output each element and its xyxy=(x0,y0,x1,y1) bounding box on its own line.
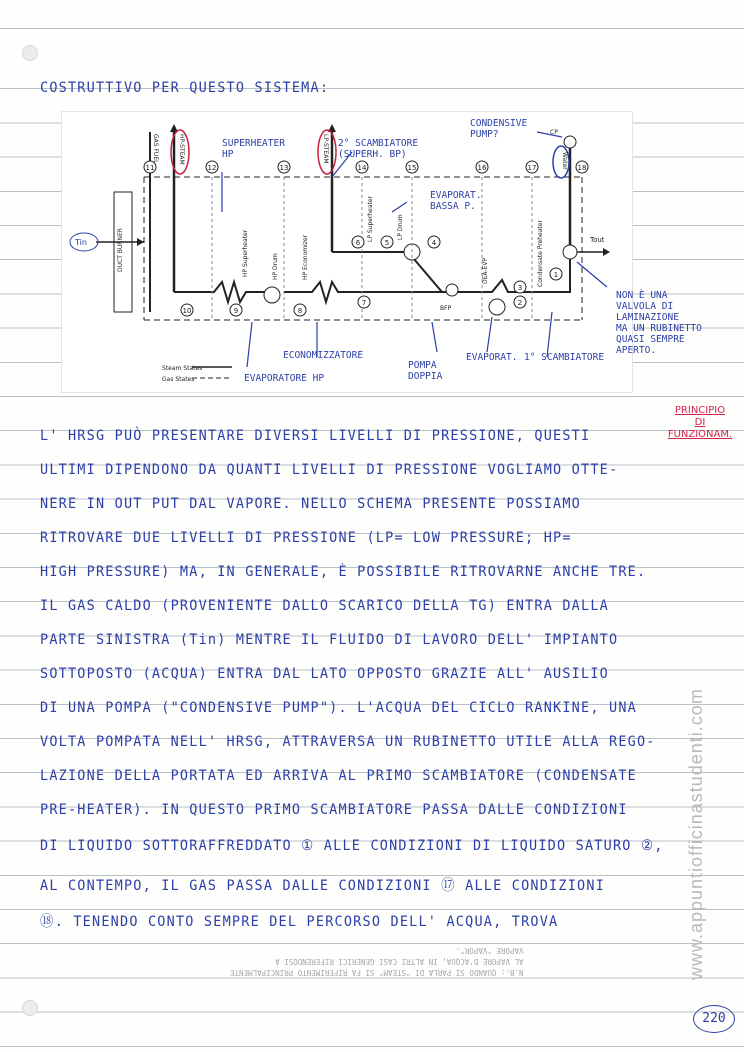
legend-steam: Steam States xyxy=(162,365,203,372)
stream-label: LP-STEAM xyxy=(322,134,329,164)
body-line: RITROVARE DUE LIVELLI DI PRESSIONE (LP= LOW PRESSURE; HP= xyxy=(40,530,572,546)
component-label: HP Economizer xyxy=(302,234,309,280)
body-line: NERE IN OUT PUT DAL VAPORE. NELLO SCHEMA PRESENTE POSSIAMO xyxy=(40,496,582,512)
duct-burner-label: DUCT BURNER xyxy=(117,228,124,272)
stream-label: GAS FUEL xyxy=(152,134,159,164)
annotation-scambiatore-1: 1° SCAMBIATORE xyxy=(524,352,605,363)
component-label: Condensate Preheater xyxy=(537,220,544,287)
body-line: ULTIMI DIPENDONO DA QUANTI LIVELLI DI PRESSIONE VOGLIAMO OTTE- xyxy=(40,462,619,478)
side-note xyxy=(660,405,740,441)
page-number: 220 xyxy=(693,1005,735,1033)
watermark: www.appuntiofficinastudenti.com xyxy=(686,688,706,980)
body-line: LAZIONE DELLA PORTATA ED ARRIVA AL PRIMO SCAMBIATORE (CONDENSATE xyxy=(40,768,637,784)
body-line: L' HRSG PUÒ PRESENTARE DIVERSI LIVELLI DI PRESSIONE, QUESTI xyxy=(40,428,591,444)
body-line: DI LIQUIDO SOTTORAFFREDDATO ① ALLE CONDIZIONI DI LIQUIDO SATURO ②, xyxy=(40,838,664,854)
annotation-economizzatore: ECONOMIZZATORE xyxy=(283,350,364,361)
legend-gas: Gas States xyxy=(162,376,195,383)
component-label: DEA-EVP xyxy=(482,257,489,284)
component-label: HP Superheater xyxy=(242,229,249,277)
annotation-superheater: SUPERHEATER HP xyxy=(222,138,285,160)
side-note-line: DI xyxy=(694,417,706,428)
body-line: ⑱. TENENDO CONTO SEMPRE DEL PERCORSO DELL' ACQUA, TROVA xyxy=(40,914,559,930)
body-line: AL CONTEMPO, IL GAS PASSA DALLE CONDIZIONI ⑰ ALLE CONDIZIONI xyxy=(40,878,606,894)
bfp-pump-icon xyxy=(446,284,458,296)
tin-label: Tin xyxy=(75,238,87,247)
cp-label: CP xyxy=(550,129,558,136)
stream-label: Water xyxy=(561,152,568,170)
binder-hole xyxy=(22,1000,38,1016)
annotation-evaporat: EVAPORAT. xyxy=(466,352,518,363)
side-note-line: PRINCIPIO xyxy=(674,405,726,416)
annotation-scambiatore-2: 2° SCAMBIATORE (SUPERH. BP) xyxy=(338,138,419,160)
body-line: IL GAS CALDO (PROVENIENTE DALLO SCARICO DELLA TG) ENTRA DALLA xyxy=(40,598,610,614)
stream-label: HP-STEAM xyxy=(178,134,185,165)
body-line: HIGH PRESSURE) MA, IN GENERALE, È POSSIBILE RITROVARNE ANCHE TRE. xyxy=(40,564,647,580)
state-number: 8 xyxy=(297,307,303,315)
page-heading: COSTRUTTIVO PER QUESTO SISTEMA: xyxy=(40,80,330,96)
body-line: PARTE SINISTRA (Tin) MENTRE IL FLUIDO DI LAVORO DELL' IMPIANTO xyxy=(40,632,619,648)
component-label: LP Superheater xyxy=(367,195,374,242)
condensate-pump-icon xyxy=(564,136,576,148)
body-line: PRE-HEATER). IN QUESTO PRIMO SCAMBIATORE PASSA DALLE CONDIZIONI xyxy=(40,802,628,818)
state-number: 5 xyxy=(384,239,390,247)
valve-icon xyxy=(563,245,577,259)
state-number: 15 xyxy=(407,164,417,172)
state-number: 6 xyxy=(355,239,361,247)
body-line: SOTTOPOSTO (ACQUA) ENTRA DAL LATO OPPOSTO GRAZIE ALL' AUSILIO xyxy=(40,666,610,682)
annotation-valvola: NON È UNA VALVOLA DI LAMINAZIONE MA UN RUBINETTO QUASI SEMPRE APERTO. xyxy=(616,290,702,356)
body-line: DI UNA POMPA ("CONDENSIVE PUMP"). L'ACQUA DEL CICLO RANKINE, UNA xyxy=(40,700,637,716)
state-number: 16 xyxy=(477,164,487,172)
annotation-evaporatore-hp: EVAPORATORE HP xyxy=(244,373,325,384)
dea-drum-icon xyxy=(489,299,505,315)
annotation-condensive-pump: CONDENSIVE PUMP? xyxy=(470,118,528,140)
state-number: 7 xyxy=(361,299,367,307)
tout-label: Tout xyxy=(590,236,605,244)
state-number: 14 xyxy=(357,164,367,172)
hp-drum-icon xyxy=(264,287,280,303)
annotation-pompa-doppia: POMPA DOPPIA xyxy=(408,360,443,382)
state-number: 17 xyxy=(527,164,537,172)
component-label: BFP xyxy=(440,305,452,312)
state-number: 3 xyxy=(517,284,523,292)
state-number: 11 xyxy=(145,164,155,172)
binder-hole xyxy=(22,45,38,61)
state-number: 1 xyxy=(553,271,559,279)
state-number: 13 xyxy=(279,164,289,172)
annotation-evaporatore-bassa: EVAPORAT. BASSA P. xyxy=(430,190,482,212)
body-line: VOLTA POMPATA NELL' HRSG, ATTRAVERSA UN RUBINETTO UTILE ALLA REGO- xyxy=(40,734,656,750)
state-number: 18 xyxy=(577,164,587,172)
state-number: 9 xyxy=(233,307,239,315)
bleed-through-footnote: N.B.: QUANDO SI PARLA DI "STEAM" SI FA RIFERIMENTO PRINCIPALMENTE AL VAPORE D'ACQUA, IN ALTRI CASI GENERICI RIFERENDOSI A VAPORE "VAPOR". xyxy=(230,946,524,977)
state-number: 4 xyxy=(431,239,437,247)
state-number: 12 xyxy=(207,164,217,172)
side-note-line: FUNZIONAM. xyxy=(667,429,733,440)
state-number: 2 xyxy=(517,299,523,307)
state-number: 10 xyxy=(182,307,192,315)
component-label: HP Drum xyxy=(272,253,279,280)
component-label: LP Drum xyxy=(397,214,404,240)
